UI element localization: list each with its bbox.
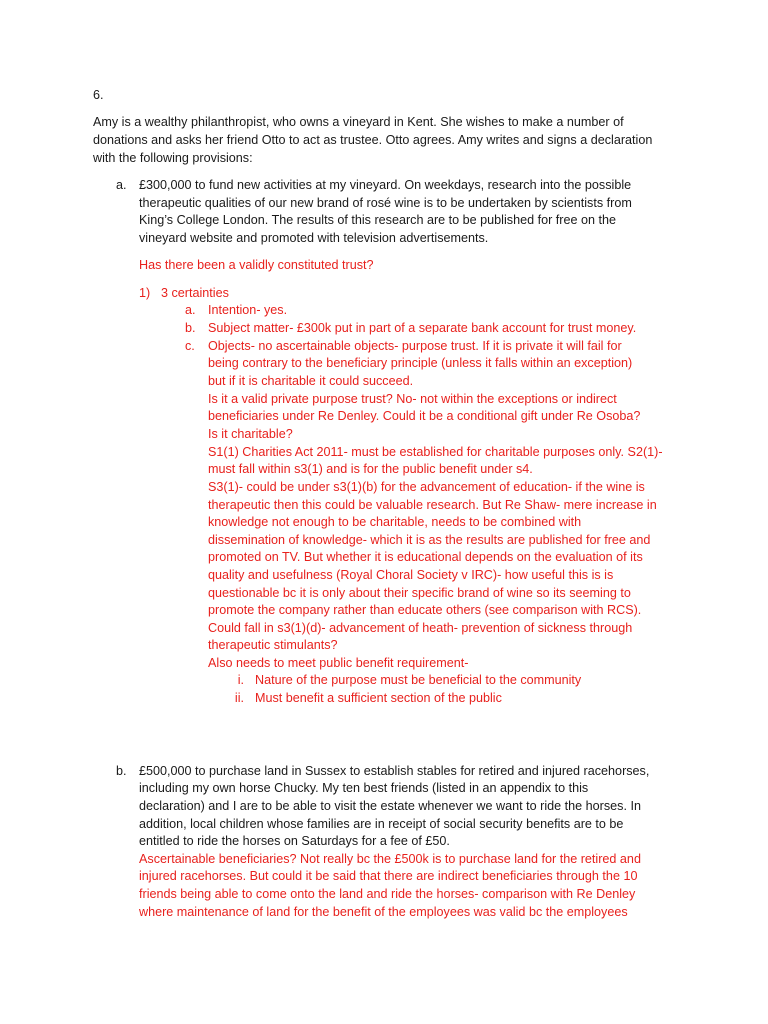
list-marker: ii. — [234, 691, 244, 705]
certainties-heading: 3 certainties — [161, 286, 229, 300]
intro-line: donations and asks her friend Otto to act as trustee. Otto agrees. Amy writes and signs a declaration — [93, 133, 653, 147]
objects-line: must fall within s3(1) and is for the public benefit under s4. — [208, 462, 533, 476]
provision-b-answer-line: injured racehorses. But could it be said that there are indirect beneficiaries through the 10 — [139, 869, 638, 883]
list-marker: c. — [185, 339, 195, 353]
provision-b-answer-line: where maintenance of land for the benefit of the employees was valid bc the employees — [139, 905, 628, 919]
objects-line: Is it charitable? — [208, 427, 293, 441]
objects-line: Could fall in s3(1)(d)- advancement of heath- prevention of sickness through — [208, 621, 633, 635]
provision-b-line: declaration) and I are to be able to visit the estate whenever we want to ride the horses. In — [139, 799, 641, 813]
provision-b-line: including my own horse Chucky. My ten best friends (listed in an appendix to this — [139, 781, 589, 795]
provision-a-line: £300,000 to fund new activities at my vineyard. On weekdays, research into the possible — [139, 178, 632, 192]
list-marker: b. — [185, 321, 196, 335]
list-marker: b. — [116, 764, 127, 778]
objects-line: Objects- no ascertainable objects- purpose trust. If it is private it will fail for — [208, 339, 622, 353]
objects-line: promoted on TV. But whether it is educational depends on the evaluation of its — [208, 550, 643, 564]
certainty-subject-matter: Subject matter- £300k put in part of a separate bank account for trust money. — [208, 321, 637, 335]
intro-line: Amy is a wealthy philanthropist, who owns a vineyard in Kent. She wishes to make a number of — [93, 115, 624, 129]
provision-b-answer-line: Ascertainable beneficiaries? Not really bc the £500k is to purchase land for the retired and — [139, 852, 641, 866]
objects-line: S3(1)- could be under s3(1)(b) for the advancement of education- if the wine is — [208, 480, 645, 494]
provision-a-line: vineyard website and promoted with television advertisements. — [139, 231, 489, 245]
objects-line: but if it is charitable it could succeed. — [208, 374, 414, 388]
provision-a-line: King’s College London. The results of this research are to be published for free on the — [139, 213, 616, 227]
provision-b-line: entitled to ride the horses on Saturdays for a fee of £50. — [139, 834, 450, 848]
provision-b-answer-line: friends being able to come onto the land and ride the horses- comparison with Re Denley — [139, 887, 636, 901]
objects-line: dissemination of knowledge- which it is as the results are published for free and — [208, 533, 651, 547]
intro-line: with the following provisions: — [93, 151, 253, 165]
certainty-intention: Intention- yes. — [208, 303, 288, 317]
list-marker: a. — [116, 178, 127, 192]
public-benefit-item: Must benefit a sufficient section of the public — [255, 691, 502, 705]
list-marker: a. — [185, 303, 196, 317]
objects-line: S1(1) Charities Act 2011- must be established for charitable purposes only. S2(1)- — [208, 445, 663, 459]
objects-line: knowledge not enough to be charitable, needs to be combined with — [208, 515, 582, 529]
objects-line: Is it a valid private purpose trust? No- not within the exceptions or indirect — [208, 392, 617, 406]
objects-line: quality and usefulness (Royal Choral Society v IRC)- how useful this is is — [208, 568, 614, 582]
list-marker: i. — [237, 673, 244, 687]
objects-line: promote the company rather than educate others (see comparison with RCS). — [208, 603, 642, 617]
objects-line: beneficiaries under Re Denley. Could it be a conditional gift under Re Osoba? — [208, 409, 641, 423]
objects-line: questionable bc it is only about their specific brand of wine so its seeming to — [208, 586, 631, 600]
answer-question: Has there been a validly constituted trust? — [139, 258, 374, 272]
provision-a-line: therapeutic qualities of our new brand of rosé wine is to be undertaken by scientists from — [139, 196, 632, 210]
provision-b-line: £500,000 to purchase land in Sussex to establish stables for retired and injured racehorses, — [139, 764, 650, 778]
objects-line: therapeutic stimulants? — [208, 638, 338, 652]
objects-line: Also needs to meet public benefit requirement- — [208, 656, 469, 670]
objects-line: being contrary to the beneficiary principle (unless it falls within an exception) — [208, 356, 633, 370]
list-marker: 1) — [139, 286, 151, 300]
provision-b-line: addition, local children whose families are in receipt of social security benefits are to be — [139, 817, 624, 831]
public-benefit-item: Nature of the purpose must be beneficial to the community — [255, 673, 582, 687]
question-number: 6. — [93, 88, 104, 102]
objects-line: therapeutic then this could be valuable research. But Re Shaw- mere increase in — [208, 498, 657, 512]
